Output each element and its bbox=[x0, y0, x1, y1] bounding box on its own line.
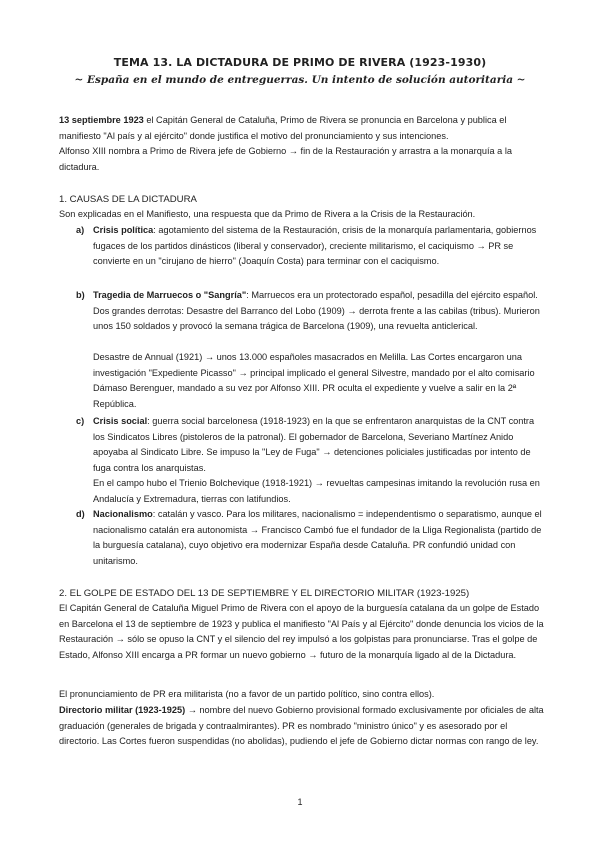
section-2-paragraph-3 bbox=[59, 703, 545, 750]
directorio-label: Directorio militar (1923-1925) bbox=[59, 705, 186, 715]
list-item-nacionalismo bbox=[93, 507, 547, 569]
section-2-paragraph-2: El pronunciamiento de PR era militarista (no a favor de un partido político, sino contra ellos). bbox=[59, 689, 435, 699]
list-item-marruecos-continued: Desastre de Annual (1921) → unos 13.000 españoles masacrados en Melilla. Las Cortes encargaron una investigación "Expediente Picasso" → principal implicado el general Silvestre, mandado por el alto comisario Dámaso Berenguer, mandado a su vez por Alfonso XIII. PR oculta el expediente y vuelve a salir en la 2ª República. bbox=[93, 352, 535, 409]
item-text: : catalán y vasco. Para los militares, nacionalismo = independentismo o separatismo, aunque el nacionalismo catalán era autonomista → Francisco Cambó fue el fundador de la Lliga Regionalista (partido de la burguesía catalana), cuyo objetivo era modernizar España desde Cataluña. PR confundió unidad con unitarismo. bbox=[93, 509, 542, 566]
section-1-heading: 1. CAUSAS DE LA DICTADURA bbox=[59, 194, 197, 205]
item-label: Crisis social bbox=[93, 416, 148, 426]
document-subtitle: ~ España en el mundo de entreguerras. Un intento de solución autoritaria ~ bbox=[74, 74, 526, 86]
list-item-crisis-social-continued: En el campo hubo el Trienio Bolchevique (1918-1921) → revueltas campesinas imitando la revolución rusa en Andalucía y Extremadura, tierras con latifundios. bbox=[93, 478, 540, 504]
list-marker: b) bbox=[76, 290, 85, 300]
list-marker: c) bbox=[76, 416, 85, 426]
intro-paragraph-1 bbox=[59, 113, 545, 144]
item-label: Nacionalismo bbox=[93, 509, 153, 519]
item-label: Tragedia de Marruecos o "Sangría" bbox=[93, 290, 247, 300]
list-item-marruecos bbox=[93, 288, 547, 335]
item-text: : Marruecos era un protectorado español, pesadilla del ejército español. Dos grandes derrotas: Desastre del Barranco del Lobo (1909) → derrota frente a las cabilas (tribus). Murieron unos 150 soldados y provocó la semana trágica de Barcelona (1909), una revuelta anticlerical. bbox=[93, 290, 540, 331]
section-2-heading: 2. EL GOLPE DE ESTADO DEL 13 DE SEPTIEMBRE Y EL DIRECTORIO MILITAR (1923-1925) bbox=[59, 588, 470, 599]
item-text: : agotamiento del sistema de la Restauración, crisis de la monarquía parlamentaria, gobiernos fugaces de los partidos dinásticos (liberal y conservador), creciente militarismo, el caciquismo → PR se convierte en un "cirujano de hierro" (Joaquín Costa) para terminar con el caciquismo. bbox=[93, 225, 537, 266]
page-number: 1 bbox=[297, 797, 303, 807]
list-marker: d) bbox=[76, 509, 85, 519]
document-title: TEMA 13. LA DICTADURA DE PRIMO DE RIVERA (1923-1930) bbox=[113, 56, 487, 69]
item-label: Crisis política bbox=[93, 225, 154, 235]
item-text: : guerra social barcelonesa (1918-1923) en la que se enfrentaron anarquistas de la CNT contra los Sindicatos Libres (pistoleros de la patronal). El gobernador de Barcelona, Severiano Martínez Anido apoyaba al Sindicato Libre. Se impuso la "Ley de Fuga" → detenciones policiales justificadas por intento de fuga contra los anarquistas. bbox=[93, 416, 535, 473]
intro-paragraph-2: Alfonso XIII nombra a Primo de Rivera jefe de Gobierno → fin de la Restauración y arrastra a la monarquía a la dictadura. bbox=[59, 146, 512, 172]
list-item-crisis-social bbox=[93, 414, 547, 476]
intro-text: el Capitán General de Cataluña, Primo de Rivera se pronuncia en Barcelona y publica el manifiesto "Al país y al ejército" donde justifica el motivo del pronunciamiento y sus intenciones. bbox=[59, 115, 507, 141]
list-marker: a) bbox=[76, 225, 85, 235]
directorio-text: → nombre del nuevo Gobierno provisional formado exclusivamente por oficiales de alta graduación (generales de brigada y contraalmirantes). PR es nombrado "ministro único" y es asesorado por el directorio. Las Cortes fueron suspendidas (no abolidas), pudiendo el jefe de Gobierno dictar normas con rango de ley. bbox=[59, 705, 544, 746]
list-item-crisis-politica bbox=[93, 223, 547, 270]
section-1-intro: Son explicadas en el Manifiesto, una respuesta que da Primo de Rivera a la Crisis de la Restauración. bbox=[59, 209, 476, 219]
section-2-paragraph-1: El Capitán General de Cataluña Miguel Primo de Rivera con el apoyo de la burguesía catalana da un golpe de Estado en Barcelona el 13 de septiembre de 1923 y publica el manifiesto "Al País y al Ejército" donde denuncia los vicios de la Restauración → sólo se opuso la CNT y el silencio del rey impulsó a los golpistas para pronunciarse. Tras el golpe de Estado, Alfonso XIII encarga a PR formar un nuevo gobierno → futuro de la monarquía ligado al de la Dictadura. bbox=[59, 603, 544, 660]
intro-date: 13 septiembre 1923 bbox=[59, 115, 144, 125]
